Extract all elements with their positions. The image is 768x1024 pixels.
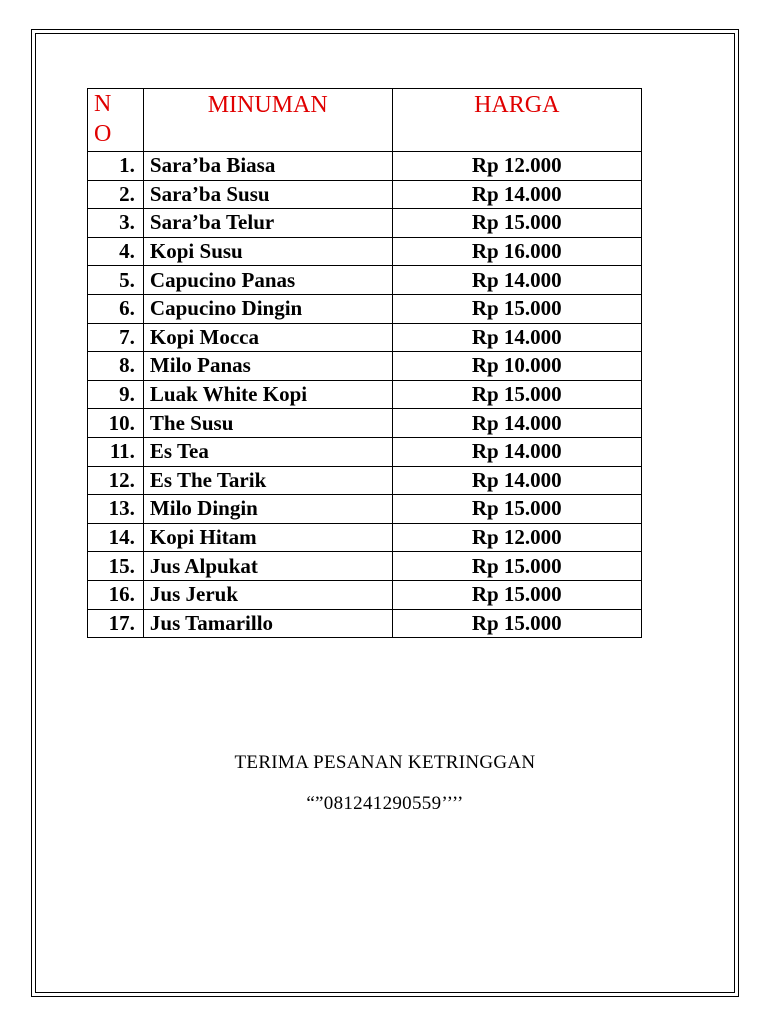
table-row [88, 209, 642, 238]
row-number: 8. [88, 352, 144, 381]
table-row [88, 294, 642, 323]
row-number: 10. [88, 409, 144, 438]
drink-price: Rp 15.000 [392, 609, 642, 638]
drink-price: Rp 12.000 [392, 152, 642, 181]
drink-menu-table [87, 88, 642, 638]
row-number: 12. [88, 466, 144, 495]
drink-price: Rp 15.000 [392, 380, 642, 409]
table-row [88, 609, 642, 638]
header-no: NO [88, 89, 144, 152]
table-header-row [88, 89, 642, 152]
drink-name: Jus Tamarillo [143, 609, 392, 638]
row-number: 15. [88, 552, 144, 581]
drink-price: Rp 14.000 [392, 266, 642, 295]
table-row [88, 352, 642, 381]
drink-name: Capucino Panas [143, 266, 392, 295]
drink-name: The Susu [143, 409, 392, 438]
drink-name: Kopi Susu [143, 237, 392, 266]
row-number: 13. [88, 495, 144, 524]
drink-name: Sara’ba Biasa [143, 152, 392, 181]
drink-price: Rp 14.000 [392, 180, 642, 209]
table-row [88, 152, 642, 181]
table-row [88, 495, 642, 524]
drink-price: Rp 15.000 [392, 552, 642, 581]
table-row [88, 523, 642, 552]
table-row [88, 266, 642, 295]
table-row [88, 437, 642, 466]
row-number: 2. [88, 180, 144, 209]
header-minuman: MINUMAN [143, 89, 392, 152]
drink-price: Rp 14.000 [392, 323, 642, 352]
table-body [88, 152, 642, 638]
drink-price: Rp 14.000 [392, 409, 642, 438]
row-number: 9. [88, 380, 144, 409]
footer-title: TERIMA PESANAN KETRINGGAN [234, 752, 536, 773]
drink-name: Capucino Dingin [143, 294, 392, 323]
drink-name: Milo Panas [143, 352, 392, 381]
row-number: 14. [88, 523, 144, 552]
row-number: 1. [88, 152, 144, 181]
drink-name: Kopi Hitam [143, 523, 392, 552]
table-row [88, 380, 642, 409]
drink-name: Luak White Kopi [143, 380, 392, 409]
drink-name: Milo Dingin [143, 495, 392, 524]
drink-name: Es Tea [143, 437, 392, 466]
drink-price: Rp 14.000 [392, 437, 642, 466]
drink-price: Rp 12.000 [392, 523, 642, 552]
row-number: 6. [88, 294, 144, 323]
drink-name: Sara’ba Susu [143, 180, 392, 209]
table-row [88, 580, 642, 609]
table-row [88, 180, 642, 209]
table-row [88, 466, 642, 495]
drink-price: Rp 15.000 [392, 294, 642, 323]
row-number: 3. [88, 209, 144, 238]
header-harga: HARGA [392, 89, 642, 152]
drink-price: Rp 15.000 [392, 495, 642, 524]
drink-name: Sara’ba Telur [143, 209, 392, 238]
drink-price: Rp 15.000 [392, 580, 642, 609]
table-row [88, 237, 642, 266]
row-number: 11. [88, 437, 144, 466]
drink-price: Rp 15.000 [392, 209, 642, 238]
drink-name: Jus Alpukat [143, 552, 392, 581]
drink-price: Rp 16.000 [392, 237, 642, 266]
drink-name: Jus Jeruk [143, 580, 392, 609]
row-number: 17. [88, 609, 144, 638]
row-number: 5. [88, 266, 144, 295]
row-number: 7. [88, 323, 144, 352]
footer-phone: “”081241290559’’’’ [306, 793, 464, 814]
table-row [88, 409, 642, 438]
table-row [88, 552, 642, 581]
table-row [88, 323, 642, 352]
drink-price: Rp 10.000 [392, 352, 642, 381]
row-number: 16. [88, 580, 144, 609]
drink-name: Es The Tarik [143, 466, 392, 495]
drink-name: Kopi Mocca [143, 323, 392, 352]
row-number: 4. [88, 237, 144, 266]
drink-price: Rp 14.000 [392, 466, 642, 495]
